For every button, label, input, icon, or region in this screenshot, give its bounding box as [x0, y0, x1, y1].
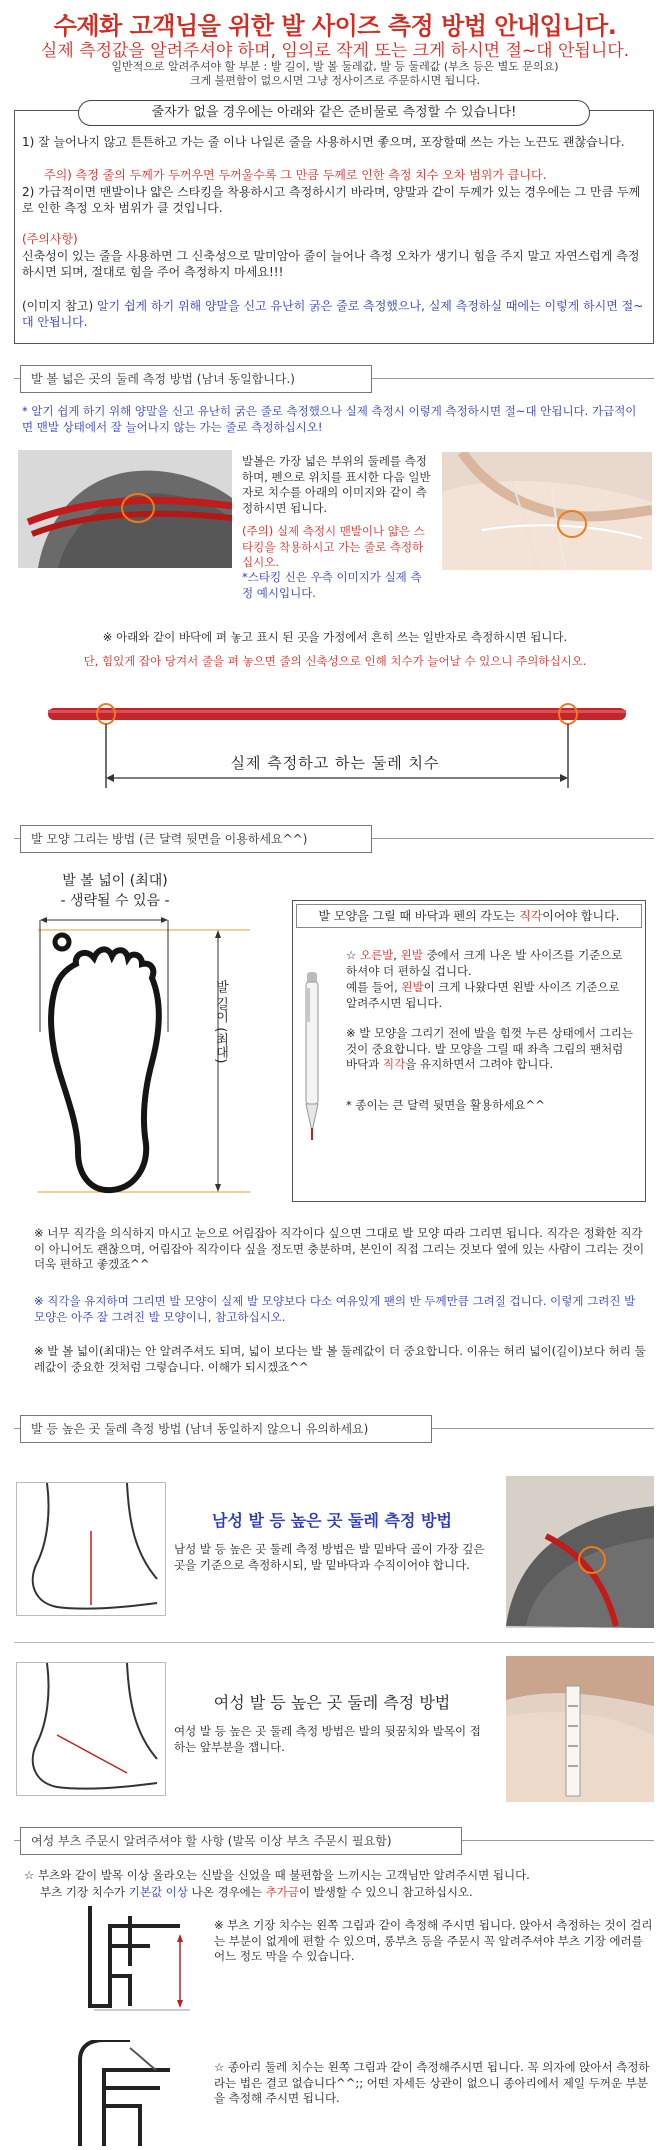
female-instep-title: 여성 발 등 높은 곳 둘레 측정 방법	[213, 1693, 451, 1712]
regular-size-note: 크게 불편함이 없으시면 그냥 정사이즈로 주문하시면 됩니다.	[189, 74, 481, 87]
measure-parts-note: 일반적으로 알려주셔야 할 부분 : 발 길이, 발 볼 둘레값, 발 등 둘레값 (부츠 등은 별도 문의요)	[111, 60, 559, 73]
caution-text: 신축성이 있는 줄을 사용하면 그 신축성으로 말미암아 줄이 늘어나 측정 오차가 생기니 힘을 주지 말고 자연스럽게 측정하시면 되며, 절대로 힘을 주어 측정하지 마세요!!!	[22, 249, 640, 279]
pen-icon	[300, 972, 324, 1142]
prep-item-1: 1) 잘 늘어나지 않고 튼튼하고 가는 줄 이나 나일론 줄을 사용하시면 좋으며, 포장할때 쓰는 가는 노끈도 괜찮습니다.	[22, 135, 625, 149]
ball-width-omit-label: - 생략될 수 있음 -	[60, 893, 170, 909]
right-angle-tip: ※ 너무 직각을 의식하지 마시고 눈으로 어림잡아 직각이다 싶으면 그대로 발 모양 따라 그리면 됩니다. 직각은 정확한 직각이 아니어도 괜찮으며, 어림잡아 직각이다 싶을 정도면 충분하며, 본인이 직접 그리는 것보다 옆에 있는 사람이 그리는 것이 더욱 편하고 좋겠죠^^	[34, 1226, 645, 1271]
section-boots-tab: 여성 부츠 주문시 알려주셔야 할 사항 (발목 이상 부츠 주문시 필요함)	[20, 1827, 462, 1855]
image-reference-note: (이미지 참고) 알기 쉽게 하기 위해 양말을 신고 유난히 굵은 줄로 측정했으나, 실제 측정하실 때에는 이렇게 하시면 절~대 안됩니다.	[22, 299, 644, 329]
cord-measure-diagram	[48, 690, 626, 790]
boots-intro: ☆ 부츠와 같이 발목 이상 올라오는 신발을 신었을 때 불편함을 느끼시는 고객님만 알려주시면 됩니다.	[24, 1868, 530, 1882]
caution-label: (주의사항)	[22, 232, 78, 246]
section-ball-girth-tab: 발 볼 넓은 곳의 둘레 측정 방법 (남녀 동일합니다.)	[20, 365, 372, 393]
page-title: 수제화 고객님을 위한 발 사이즈 측정 방법 안내입니다.	[53, 12, 617, 40]
sock-foot-photo	[18, 450, 232, 568]
preparation-heading: 줄자가 없을 경우에는 아래와 같은 준비물로 측정할 수 있습니다!	[78, 100, 590, 126]
boot-length-diagram	[70, 1906, 200, 2016]
flat-measure-note: ※ 아래와 같이 바닥에 펴 놓고 표시 된 곳을 가정에서 흔히 쓰는 일반자로 측정하시면 됩니다.	[102, 630, 568, 644]
male-instep-diagram	[16, 1482, 166, 1616]
male-instep-title: 남성 발 등 높은 곳 둘레 측정 방법	[212, 1511, 452, 1530]
ball-girth-description: 발볼은 가장 넓은 부위의 둘레를 측정하며, 펜으로 위치를 표시한 다음 일반자로 치수를 아래의 이미지와 같이 측정하시면 됩니다.	[242, 454, 431, 515]
calf-girth-instruction: ☆ 종아리 둘레 치수는 왼쪽 그림과 같이 측정해주시면 됩니다. 꼭 의자에 앉아서 측정하라는 법은 결코 없습니다^^;; 어떤 자세든 상관이 없으니 종아리에서 제일 두꺼운 부분을 측정해 주시면 됩니다.	[214, 2060, 650, 2105]
bigger-foot-note: ☆ 오른발, 왼발 중에서 크게 나온 발 사이즈를 기준으로 하셔야 더 편하실 겁니다.	[346, 948, 623, 978]
boots-extra-fee-note: 부츠 기장 치수가 기본값 이상 나온 경우에는 추가금이 발생할 수 있으니 참고하십시오.	[40, 1885, 473, 1899]
page-subtitle: 실제 측정값을 알려주셔야 하며, 임의로 작게 또는 크게 하시면 절~대 안됩니다.	[40, 41, 630, 61]
ball-width-label: 발 볼 넓이 (최대)	[62, 873, 168, 889]
ball-girth-example-note: *스타킹 신은 우측 이미지가 실제 측정 예시입니다.	[242, 570, 422, 600]
prep-item-1-warning: 주의) 측정 줄의 두께가 두꺼우면 두꺼울수록 그 만큼 두께로 인한 측정 치수 오차 범위가 큽니다.	[44, 168, 547, 182]
section-instep-tab: 발 등 높은 곳 둘레 측정 방법 (남녀 동일하지 않으니 유의하세요)	[20, 1415, 432, 1443]
stocking-foot-photo	[442, 452, 652, 570]
row-divider	[14, 1642, 654, 1643]
prep-item-2: 2) 가급적이면 맨발이나 얇은 스타킹을 착용하시고 측정하시기 바라며, 양말과 같이 두께가 있는 경우에는 그 만큼 두께로 인한 측정 오차 범위가 클 것입니다.	[22, 185, 641, 215]
ball-girth-warning: (주의) 실제 측정시 맨발이나 얇은 스타킹을 착용하시고 가는 줄로 측정하십시오.	[242, 524, 425, 569]
cord-measure-label: 실제 측정하고 하는 둘레 치수	[230, 754, 440, 772]
pen-angle-heading: 발 모양을 그릴 때 바닥과 펜의 각도는 직각이어야 합니다.	[296, 904, 642, 928]
male-instep-photo	[506, 1476, 654, 1628]
half-pen-thickness-tip: ※ 직각을 유지하며 그리면 발 모양이 실제 발 모양보다 다소 여유있게 팬의 반 두께만큼 그려질 겁니다. 이렇게 그려진 발 모양은 아주 잘 그려진 발 모양이니, 참고하십시오.	[34, 1294, 636, 1324]
male-instep-text: 남성 발 등 높은 곳 둘레 측정 방법은 발 밑바닥 골이 가장 깊은 곳을 기준으로 측정하시되, 발 밑바닥과 수직이어야 합니다.	[174, 1542, 485, 1572]
female-instep-diagram	[16, 1662, 166, 1796]
left-foot-example: 예를 들어, 왼발이 크게 나왔다면 왼발 사이즈 기준으로 알려주시면 됩니다.	[346, 980, 620, 1010]
flat-measure-warning: 단, 힘있게 잡아 당겨서 줄을 펴 놓으면 줄의 신축성으로 인해 치수가 늘어날 수 있으니 주의하십시오.	[83, 654, 587, 668]
ball-width-optional-tip: ※ 발 볼 넓이(최대)는 안 알려주셔도 되며, 넓이 보다는 발 볼 둘레값이 더 중요합니다. 이유는 허리 넓이(길이)보다 허리 둘레값이 중요한 것처럼 그렇습니다. 이해가 되시겠죠^^	[34, 1344, 646, 1374]
female-instep-photo	[506, 1656, 654, 1802]
press-foot-note: ※ 발 모양을 그리기 전에 발을 힘껏 누른 상태에서 그리는 것이 중요합니다. 발 모양을 그릴 때 좌측 그림의 팬처럼 바닥과 직각을 유지하면서 그려야 합니다.	[346, 1026, 633, 1071]
ball-girth-intro: * 알기 쉽게 하기 위해 양말을 신고 유난히 굵은 줄로 측정했으나 실제 측정시 이렇게 측정하시면 절~대 안됩니다. 가급적이면 맨발 상태에서 잘 늘어나지 않는 가는 줄로 측정하십시오!	[22, 404, 637, 434]
foot-length-label: 발 길이 (최대)	[213, 980, 228, 1064]
boot-length-instruction: ※ 부츠 기장 치수는 왼쪽 그림과 같이 측정해 주시면 됩니다. 앉아서 측정하는 것이 걸리는 부분이 없게에 편할 수 있으며, 롱부츠 등을 주문시 꼭 알려주셔야 부츠 기장 에러를 어느 정도 막을 수 있습니다.	[214, 1918, 653, 1963]
female-instep-text: 여성 발 등 높은 곳 둘레 측정 방법은 발의 뒷꿈치와 발목이 접하는 앞부분을 잽니다.	[174, 1724, 481, 1754]
calf-girth-diagram	[70, 2040, 200, 2146]
section-foot-drawing-tab: 발 모양 그리는 방법 (큰 달력 뒷면을 이용하세요^^)	[20, 825, 372, 853]
calendar-paper-note: * 종이는 큰 달력 뒷면을 활용하세요^^	[346, 1098, 545, 1112]
